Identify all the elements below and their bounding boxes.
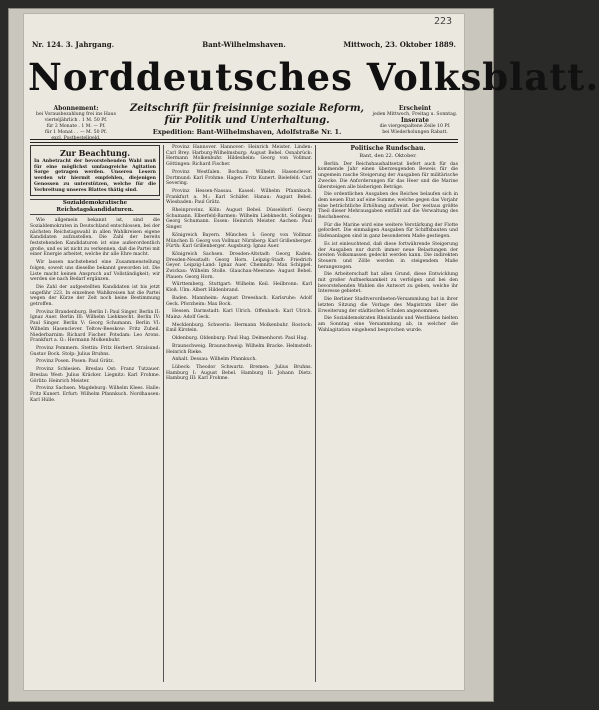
publication-info-line: jeden Mittwoch, Freitag u. Sonntag. (372, 112, 458, 117)
publication-info-title: Erscheint (398, 105, 432, 112)
article-paragraph: Die Sozialdemokraten Rheinlands und Westfalens hielten am Sonntag eine Versammlung ab, in welcher die Wahlagitation eingehend besprochen wurde. (318, 316, 458, 333)
dateline: Bant, den 22. Oktober. (359, 153, 417, 159)
issue-header (32, 40, 456, 50)
notice-text: In Anbetracht der bevorstehenden Wahl muß für eine möglichst umfangreiche Agitation Sorge getragen werden. Unseren Lesern werden wir hiermit empfehlen, diejenigen Genossen zu unterstützen, welche für die Verbreitung unseres Blattes thätig sind. (34, 159, 156, 193)
issue-number: Nr. 124. 3. Jahrgang. (32, 40, 115, 49)
article-paragraph: Berlin. Der Reichshaushaltsetat liefert auch für das kommende Jahr einen überzeugenden Beweis für die ungemein rasche Steigerung der Ausgaben für militärische Zwecke. Die Anforderungen für das Heer und die Marine übersteigen alle bisherigen Beträge. (318, 161, 458, 190)
article-paragraph: Königreich Sachsen. Dresden-Altstadt: Georg Kaden. Dresden-Neustadt: Georg Horn. Leipzig-Stadt: Friedrich Geyer. Leipzig-Land: Ignaz Auer. Chemnitz: Max Schippel. Zwickau: Wilhelm Stolle. Glauchau-Meerane: August Bebel. Plauen: Georg Horn. (166, 251, 312, 280)
subscription-line: für 1 Monat . . — M. 50 Pf. (44, 130, 108, 135)
article-paragraph: Provinz Pommern. Stettin: Fritz Herbert. Stralsund: Gustav Bock. Stolp: Julius Bruhns. (30, 345, 160, 357)
article-paragraph: Provinz Hessen-Nassau. Kassel: Wilhelm Pfannkuch. Frankfurt a. M.: Karl Schäfer. Hanau: August Bebel. Wiesbaden: Paul Grätz. (166, 188, 312, 206)
notice-title: Zur Beachtung. (59, 148, 131, 158)
article-paragraph: Die Zahl der aufgestellten Kandidaten ist bis jetzt ungefähr 223. In einzelnen Wahlkreisen hat die Partei wegen der Kürze der Zeit noch keine Bestimmung getroffen. (30, 284, 160, 308)
article-paragraph: Rheinprovinz. Köln: August Bebel. Düsseldorf: Georg Schumann. Elberfeld-Barmen: Wilhelm Liebknecht. Solingen: Georg Schumann. Essen: Heinrich Meister. Aachen: Paul Singer. (166, 208, 312, 231)
article-paragraph: Provinz Posen. Posen: Paul Grätz. (36, 359, 115, 365)
column-divider (163, 145, 164, 682)
article-paragraph: Die Berliner Stadtverordneten-Versammlung hat in ihrer letzten Sitzung die Vorlage des Magistrats über die Erweiterung der städtischen Schulen angenommen. (318, 297, 458, 314)
article-paragraph: Wir lassen nachstehend eine Zusammenstellung folgen, soweit uns dieselbe bekannt geworden ist. Die Liste macht keinen Anspruch auf Vollständigkeit; wir werden sie nach Bedarf ergänzen. (30, 260, 160, 283)
article-body (318, 162, 458, 334)
tagline-line-1: Zeitschrift für freisinnige soziale Reform, (129, 103, 365, 114)
column-divider (315, 145, 316, 682)
article-paragraph: Provinz Hannover. Hannover: Heinrich Meister. Linden: Carl Brey. Harburg-Wilhelmsburg: August Bebel. Osnabrück: Hermann Molkenbuhr. Hildesheim: Georg von Vollmar. Göttingen: Richard Fischer. (166, 145, 312, 168)
subscription-line: excl. Postbestellgeld. (51, 136, 101, 141)
article-paragraph: Provinz Brandenburg. Berlin I: Paul Singer. Berlin II: Ignaz Auer. Berlin III: Wilhelm Liebknecht. Berlin IV: Paul Singer. Berlin V: Georg Schumann. Berlin VI: Wilhelm Hasenclever. Teltow-Beeskow: Fritz Zubeil. Niederbarnim: Richard Fischer. Potsdam: Leo Arons. Frankfurt a. O.: Hermann Molkenbuhr. (30, 309, 160, 344)
article-paragraph: Württemberg. Stuttgart: Wilhelm Keil. Heilbronn: Karl Kloß. Ulm: Albert Hildenbrand. (166, 282, 312, 294)
article-paragraph: Anhalt. Dessau: Wilhelm Pfannkuch. (172, 357, 257, 363)
header-rule (30, 139, 458, 143)
article-paragraph: Braunschweig. Braunschweig: Wilhelm Bracke. Helmstedt: Heinrich Rieke. (166, 343, 312, 355)
article-paragraph: Baden. Mannheim: August Dreesbach. Karlsruhe: Adolf Geck. Pforzheim: Max Bock. (166, 295, 312, 307)
masthead-title: Norddeutsches Volksblatt. (28, 55, 599, 99)
issue-date: Mittwoch, 23. Oktober 1889. (343, 40, 456, 49)
advertising-title: Inserate (400, 117, 429, 124)
article-paragraph: Die ordentlichen Ausgaben des Reiches belaufen sich in dem neuen Etat auf eine Summe, welche gegen das Vorjahr eine beträchtliche Erhöhung aufweist. Der weitaus größte Theil dieser Mehrausgaben entfällt auf die Verwaltung des Reichsheeres. (318, 192, 458, 221)
subscription-line: für 2 Monate . 1 M. — Pf. (46, 124, 106, 129)
article-body (30, 218, 160, 403)
article-paragraph: Mecklenburg. Schwerin: Hermann Molkenbuhr. Rostock: Emil Kirstein. (166, 322, 312, 334)
article-body (166, 145, 312, 382)
article-paragraph: Provinz Westfalen. Bochum: Wilhelm Hasenclever. Dortmund: Karl Frohme. Hagen: Fritz Kunert. Bielefeld: Carl Severing. (166, 169, 312, 187)
page-number: 223 (433, 16, 452, 27)
newspaper-page (24, 14, 599, 690)
subscription-box (30, 106, 122, 142)
article-paragraph: Lübeck: Theodor Schwartz. Bremen: Julius Bruhns. Hamburg I: August Bebel. Hamburg II: Johann Dietz. Hamburg III: Karl Frohme. (166, 364, 312, 382)
column-3 (318, 145, 458, 682)
subscription-title: Abonnement: (53, 105, 99, 112)
tagline-line-2: für Politik und Unterhaltung. (164, 115, 330, 126)
article-paragraph: Wie allgemein bekannt ist, sind die Sozialdemokraten in Deutschland entschlossen, bei der nächsten Reichstagswahl in allen Wahlkreisen eigene Kandidaten aufzustellen. Die Zahl der bereits feststehenden Kandidaturen ist eine außerordentlich große, und es ist nicht zu verkennen, daß die Partei mit einer Energie arbeitet, welche ihr alle Ehre macht. (30, 218, 161, 258)
article-paragraph: Provinz Schlesien. Breslau Ost: Franz Tutzauer. Breslau West: Julius Kräcker. Liegnitz: Karl Frohme. Görlitz: Heinrich Meister. (30, 367, 160, 384)
column-2 (166, 145, 312, 682)
subscription-line: bei Vorausbezahlung frei ins Haus (36, 112, 116, 117)
article-paragraph: Provinz Sachsen. Magdeburg: Wilhelm Klees. Halle: Fritz Kunert. Erfurt: Wilhelm Pfannkuch. Nordhausen: Karl Hülle. (30, 386, 160, 403)
article-paragraph: Oldenburg. Oldenburg: Paul Hug. Delmenhorst: Paul Hug. (172, 336, 308, 342)
article-paragraph: Für die Marine wird eine weitere Verstärkung der Flotte gefordert. Die einmaligen Ausgaben für Schiffsbauten und Hafenanlagen sind in ganz besonderem Maße gestiegen. (318, 222, 458, 240)
article-paragraph: Königreich Bayern. München I: Georg von Vollmar. München II: Georg von Vollmar. Nürnberg: Karl Grillenberger. Fürth: Karl Grillenberger. Augsburg: Ignaz Auer. (166, 232, 312, 250)
notice-box (30, 145, 160, 196)
expedition-address: Expedition: Bant-Wilhelmshaven, Adolfstraße Nr. 1. (152, 128, 342, 136)
section-title: Sozialdemokratische Reichstagskandidaturen. (30, 199, 160, 215)
publication-place: Bant-Wilhelmshaven. (202, 40, 286, 49)
tagline (128, 103, 366, 127)
article-paragraph: Hessen. Darmstadt: Karl Ulrich. Offenbach: Karl Ulrich. Mainz: Adolf Geck. (166, 309, 312, 320)
article-paragraph: Die Arbeiterschaft hat allen Grund, diese Entwicklung mit großer Aufmerksamkeit zu verfolgen und bei den bevorstehenden Wahlen die Antwort zu geben, welche ihr Interesse gebietet. (318, 272, 458, 295)
publication-info-box (372, 106, 458, 136)
article-paragraph: Es ist einleuchtend, daß diese fortwährende Steigerung der Ausgaben nur durch immer neue Belastungen der breiten Volksmassen gedeckt werden kann. Die indirekten Steuern und Zölle werden in steigendem Maße herangezogen. (318, 241, 458, 270)
column-1 (30, 145, 160, 682)
publication-info-line: bei Wiederholungen Rabatt. (382, 130, 448, 135)
politics-section-title: Politische Rundschau. (350, 145, 426, 152)
publication-info-line: die viergespaltene Zeile 10 Pf. (379, 124, 451, 129)
subscription-line: vierteljährlich . 1 M. 50 Pf. (44, 118, 108, 123)
